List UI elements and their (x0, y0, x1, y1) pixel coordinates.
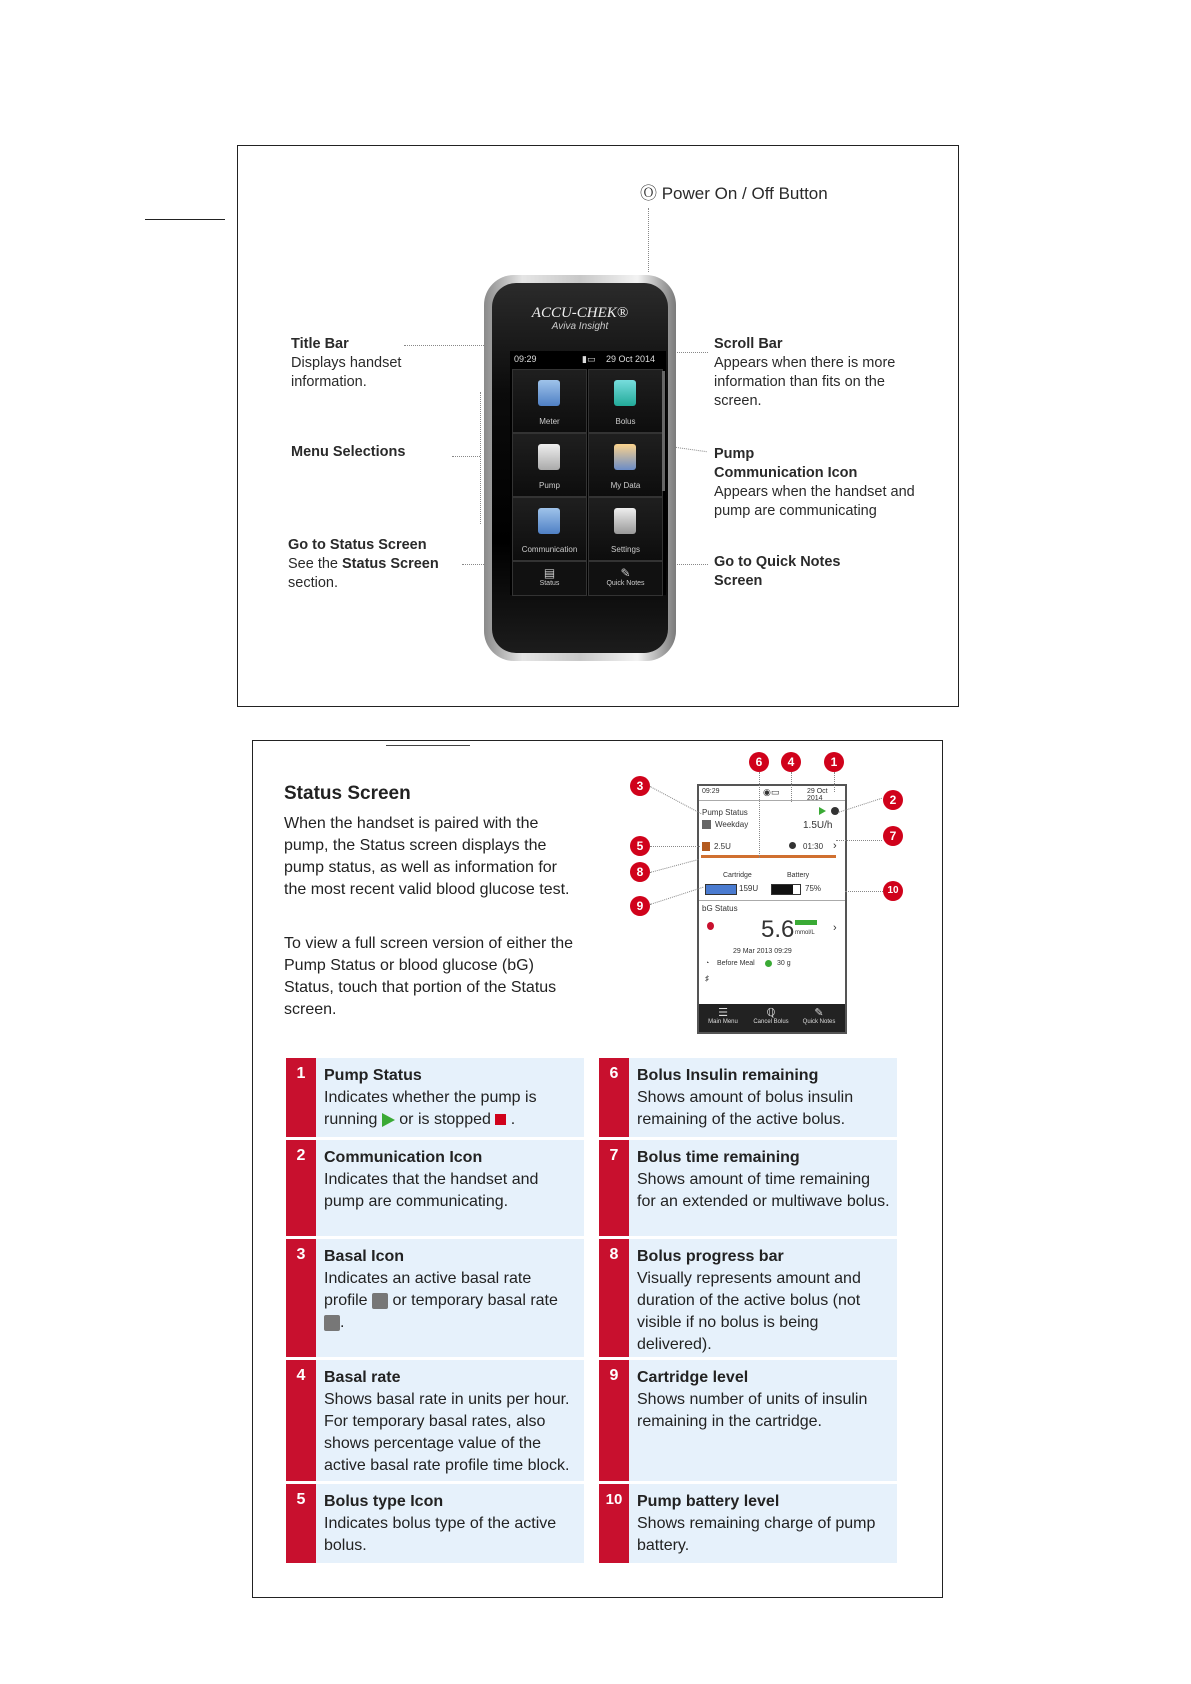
settings-icon (614, 508, 636, 534)
quick-notes-button[interactable] (588, 561, 663, 596)
pump-running-icon (819, 807, 826, 815)
status-icon: ▤ (543, 566, 556, 580)
meal-ok-icon (765, 960, 772, 967)
legend-desc-3: . (510, 1111, 516, 1128)
legend-number: 8 (599, 1239, 629, 1357)
handset-device (484, 275, 676, 661)
badge-3: 3 (630, 776, 650, 796)
legend-title: Pump Status (324, 1067, 422, 1084)
menu-meter-label: Meter (539, 417, 560, 426)
legend-title: Basal Icon (324, 1248, 405, 1265)
cancel-bolus-icon: ℚ (766, 1007, 776, 1019)
pump-comm-callout (714, 445, 934, 521)
stop-icon (495, 1114, 506, 1125)
legend-title: Basal rate (324, 1369, 401, 1386)
legend-desc: Shows number of units of insulin remaining in the cartridge. (637, 1391, 868, 1430)
legend-number: 4 (286, 1360, 316, 1481)
battery-percentage: 75% (805, 884, 822, 893)
legend-item-3 (286, 1239, 584, 1357)
legend-item-7 (599, 1140, 897, 1236)
legend-title: Cartridge level (637, 1369, 749, 1386)
bolus-progress-bar (701, 855, 836, 858)
play-icon (382, 1113, 395, 1127)
menu-pump[interactable] (512, 433, 587, 497)
legend-text (324, 1246, 578, 1334)
basal-profile-icon (702, 820, 711, 829)
legend-text (637, 1491, 891, 1557)
status-touch-paragraph: To view a full screen version of either the Pump Status or blood glucose (bG) Status, touch that portion of the Status screen. (284, 935, 574, 1018)
title-bar-callout (291, 335, 441, 392)
status-button-label: Status (539, 580, 560, 587)
legend-number: 1 (286, 1058, 316, 1137)
blood-drop-icon (707, 922, 714, 930)
legend-desc: Shows amount of time remaining for an extended or multiwave bolus. (637, 1171, 890, 1210)
legend-desc: Indicates an active basal rate profile (324, 1270, 532, 1309)
pump-battery-icon (771, 884, 801, 895)
quick-notes-heading-2: Screen (714, 573, 763, 589)
status-date: 29 Oct 2014 (807, 788, 828, 802)
legend-title: Bolus time remaining (637, 1149, 800, 1166)
menu-my-data-label: My Data (610, 481, 641, 490)
menu-meter[interactable] (512, 369, 587, 433)
title-bar (510, 351, 666, 367)
pump-comm-desc: Appears when the handset and pump are communicating (714, 484, 915, 519)
badge-4: 4 (781, 752, 801, 772)
chevron-right-icon: › (833, 840, 837, 852)
status-bottom-bar (699, 1004, 845, 1032)
legend-desc: Shows basal rate in units per hour. For temporary basal rates, also shows percentage value of the active basal rate profile time block. (324, 1391, 570, 1474)
side-rule (145, 219, 225, 220)
basal-profile-name: Weekday (715, 820, 749, 829)
bg-status-label: bG Status (702, 904, 738, 913)
cartridge-units: 159U (739, 884, 759, 893)
leader-10 (845, 891, 883, 892)
legend-desc: Indicates bolus type of the active bolus. (324, 1515, 557, 1554)
bg-range-bar (795, 920, 817, 925)
main-menu-label: Main Menu (708, 1019, 738, 1025)
bolus-remaining-value: 2.5U (714, 842, 731, 851)
timer-icon (789, 842, 796, 849)
menu-selections-callout (291, 443, 405, 462)
legend-item-10 (599, 1484, 897, 1563)
section-rule (386, 745, 470, 746)
legend-desc-2: or temporary basal rate (392, 1292, 558, 1309)
legend-text (324, 1367, 578, 1477)
status-intro-paragraph: When the handset is paired with the pump, the Status screen displays the pump status, as well as information for the most recent valid blood glucose test. (284, 815, 570, 898)
my-data-icon (614, 444, 636, 470)
quick-notes-button-label: Quick Notes (606, 580, 645, 587)
brand-subtitle: Aviva Insight (551, 321, 609, 332)
legend-number: 5 (286, 1484, 316, 1563)
badge-5: 5 (630, 836, 650, 856)
menu-my-data[interactable] (588, 433, 663, 497)
cancel-bolus-button[interactable] (747, 1006, 795, 1025)
leader-7 (836, 840, 882, 841)
status-screen-desc-suffix: section. (288, 575, 338, 591)
divider (699, 900, 845, 901)
legend-text (637, 1147, 891, 1213)
menu-bolus[interactable] (588, 369, 663, 433)
battery-label: Battery (787, 872, 810, 879)
pump-comm-heading-2: Communication Icon (714, 465, 858, 481)
leader-4 (791, 772, 792, 802)
menu-bracket (480, 392, 481, 524)
legend-desc: Indicates whether the pump is running (324, 1089, 537, 1128)
status-title-bar (699, 786, 845, 801)
status-button[interactable] (512, 561, 587, 596)
badge-8: 8 (630, 862, 650, 882)
legend-desc-2: or is stopped (399, 1111, 491, 1128)
legend-desc: Visually represents amount and duration of the active bolus (not visible if no bolus is being delivered). (637, 1270, 861, 1353)
title-bar-time: 09:29 (514, 354, 537, 364)
legend-desc: Shows amount of bolus insulin remaining of the active bolus. (637, 1089, 854, 1128)
main-menu-button[interactable] (699, 1006, 747, 1025)
battery-icon: ▮▭ (582, 354, 596, 364)
quick-notes-icon: ✎ (814, 1007, 824, 1019)
title-bar-date: 29 Oct 2014 (606, 354, 656, 364)
power-button-label: Ⓞ Power On / Off Button (640, 184, 828, 203)
status-screen-title: Status Screen (284, 783, 411, 804)
menu-settings-label: Settings (611, 545, 640, 554)
basal-rate-value: 1.5U/h (803, 820, 833, 831)
note-icon: ♯ (705, 974, 709, 983)
scroll-bar-heading: Scroll Bar (714, 336, 783, 352)
basal-profile-icon (372, 1293, 388, 1309)
cartridge-label: Cartridge (723, 872, 752, 879)
legend-title: Bolus type Icon (324, 1493, 444, 1510)
legend-item-4 (286, 1360, 584, 1481)
quick-notes-label: Quick Notes (802, 1019, 836, 1025)
status-screen-callout (288, 536, 458, 593)
chevron-right-icon: › (833, 922, 837, 934)
legend-text (637, 1367, 891, 1433)
menu-communication[interactable] (512, 497, 587, 561)
quick-notes-icon: ✎ (620, 566, 631, 580)
legend-text (324, 1065, 578, 1131)
legend-item-5 (286, 1484, 584, 1563)
legend-item-2 (286, 1140, 584, 1236)
cartridge-icon (705, 884, 737, 895)
menu-icon: ☰ (718, 1007, 728, 1019)
pump-icon (538, 444, 560, 470)
pump-comm-heading-1: Pump (714, 446, 755, 462)
temporary-basal-icon (324, 1315, 340, 1331)
legend-number: 3 (286, 1239, 316, 1357)
power-leader (648, 208, 649, 272)
legend-item-6 (599, 1058, 897, 1137)
badge-1: 1 (824, 752, 844, 772)
legend-text (324, 1491, 578, 1557)
scroll-bar-desc: Appears when there is more information than fits on the screen. (714, 355, 896, 409)
menu-settings[interactable] (588, 497, 663, 561)
legend-item-9 (599, 1360, 897, 1481)
brand-logo: ACCU-CHEK® (531, 305, 629, 321)
menu-leader (452, 456, 480, 457)
status-time: 09:29 (702, 788, 720, 795)
menu-bolus-label: Bolus (615, 417, 636, 426)
legend-number: 6 (599, 1058, 629, 1137)
leader-6 (759, 772, 760, 858)
status-screen-heading: Go to Status Screen (288, 537, 427, 553)
legend-text (637, 1246, 891, 1356)
scroll-bar-callout (714, 335, 924, 411)
badge-2: 2 (883, 790, 903, 810)
bolus-time-value: 01:30 (803, 842, 824, 851)
pump-status-label: Pump Status (702, 808, 748, 817)
legend-item-1 (286, 1058, 584, 1137)
bolus-icon (614, 380, 636, 406)
legend-number: 10 (599, 1484, 629, 1563)
legend-number: 7 (599, 1140, 629, 1236)
carbs-value: 30 g (777, 960, 791, 967)
leader-1 (834, 772, 835, 792)
bolus-type-icon (702, 842, 710, 851)
communication-battery-icon: ◉▭ (763, 787, 780, 797)
quick-notes-callout (714, 553, 914, 591)
badge-9: 9 (630, 896, 650, 916)
leader-5 (650, 846, 700, 847)
quick-notes-heading-1: Go to Quick Notes (714, 554, 841, 570)
handset-bezel (492, 283, 668, 653)
title-bar-heading: Title Bar (291, 336, 349, 352)
bg-date: 29 Mar 2013 09:29 (733, 948, 792, 955)
legend-desc-3: . (340, 1314, 345, 1331)
communication-icon (538, 508, 560, 534)
meal-label: Before Meal (717, 960, 755, 967)
bg-value: 5.6 (761, 916, 795, 943)
title-bar-desc: Displays handset information. (291, 355, 402, 390)
badge-6: 6 (749, 752, 769, 772)
badge-10: 10 (883, 881, 903, 901)
legend-number: 2 (286, 1140, 316, 1236)
quick-notes-button[interactable] (795, 1006, 843, 1025)
cancel-bolus-label: Cancel Bolus (753, 1019, 789, 1025)
menu-communication-label: Communication (521, 545, 578, 554)
status-screen-desc-prefix: See the (288, 556, 343, 572)
legend-title: Bolus Insulin remaining (637, 1067, 819, 1084)
badge-7: 7 (883, 826, 903, 846)
legend-title: Communication Icon (324, 1149, 483, 1166)
legend-number: 9 (599, 1360, 629, 1481)
meal-icon: ◔ (705, 960, 710, 967)
legend-item-8 (599, 1239, 897, 1357)
legend-title: Pump battery level (637, 1493, 780, 1510)
legend-desc: Indicates that the handset and pump are communicating. (324, 1171, 539, 1210)
status-screen-mockup (697, 784, 847, 1034)
status-screen-desc-bold: Status Screen (342, 556, 439, 572)
scroll-bar[interactable] (662, 371, 665, 491)
menu-pump-label: Pump (539, 481, 560, 490)
legend-desc: Shows remaining charge of pump battery. (637, 1515, 876, 1554)
legend-title: Bolus progress bar (637, 1248, 784, 1265)
menu-selections-heading: Menu Selections (291, 444, 406, 460)
legend-text (324, 1147, 578, 1213)
legend-text (637, 1065, 891, 1131)
handset-screen (510, 351, 666, 595)
bg-unit: mmol/L (795, 930, 815, 936)
meter-icon (538, 380, 560, 406)
